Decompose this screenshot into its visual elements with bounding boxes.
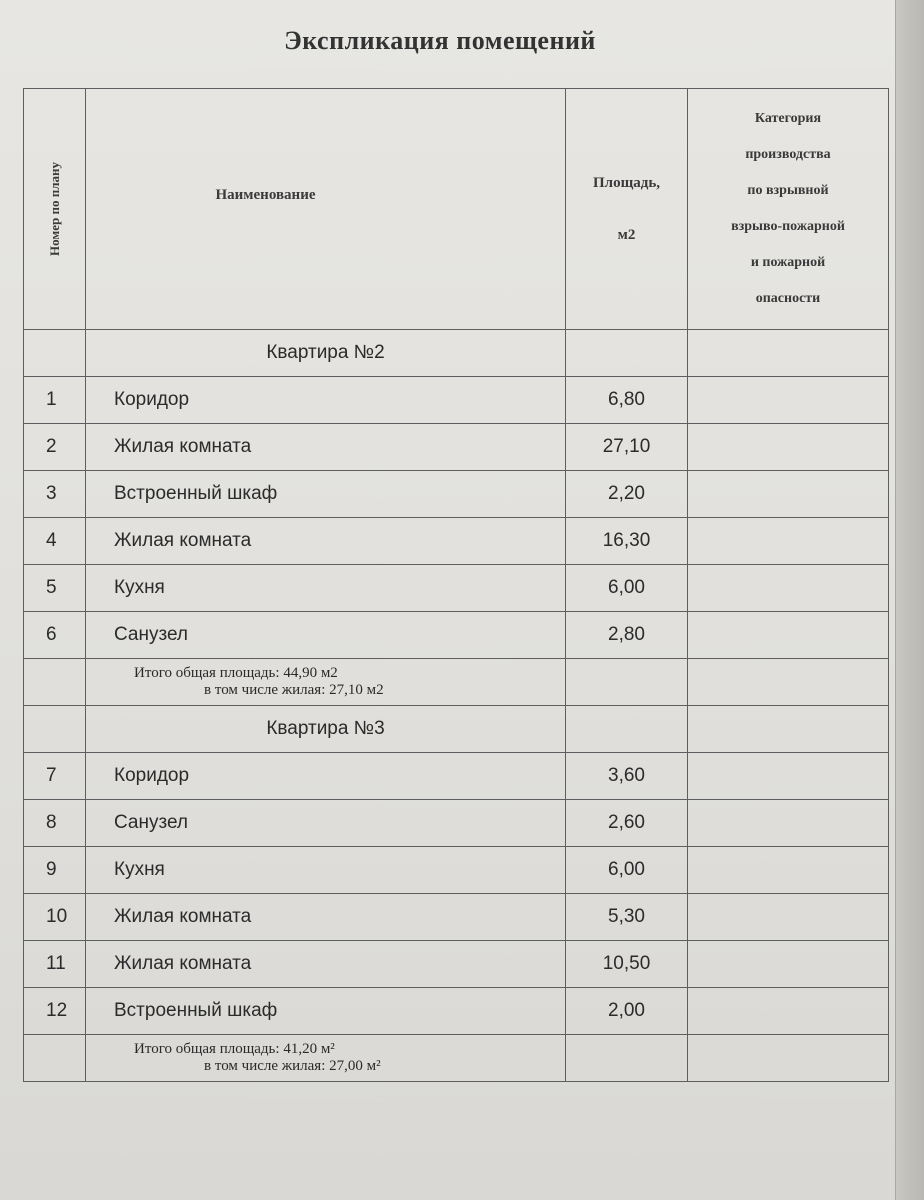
empty-cell (566, 706, 688, 753)
room-number: 6 (24, 612, 86, 659)
room-category (688, 941, 889, 988)
table-row (24, 612, 889, 659)
room-area: 16,30 (566, 518, 688, 565)
table-row (24, 518, 889, 565)
room-number: 5 (24, 565, 86, 612)
room-area: 2,80 (566, 612, 688, 659)
room-area: 6,80 (566, 377, 688, 424)
room-name: Жилая комната (86, 518, 566, 565)
total-row (24, 659, 889, 706)
apartment-header-row (24, 706, 889, 753)
empty-cell (566, 1035, 688, 1082)
room-category (688, 471, 889, 518)
apartment-title: Квартира №3 (86, 706, 566, 753)
paper-edge (895, 0, 924, 1200)
room-area: 2,00 (566, 988, 688, 1035)
table-row (24, 800, 889, 847)
total-row (24, 1035, 889, 1082)
empty-cell (24, 706, 86, 753)
empty-cell (566, 659, 688, 706)
rooms-table (23, 88, 889, 1082)
room-number: 3 (24, 471, 86, 518)
table-row (24, 988, 889, 1035)
room-number: 8 (24, 800, 86, 847)
empty-cell (688, 330, 889, 377)
table-row (24, 753, 889, 800)
table-row (24, 941, 889, 988)
room-name: Встроенный шкаф (86, 471, 566, 518)
room-category (688, 424, 889, 471)
total-area-text: Итого общая площадь: 44,90 м2 (134, 665, 338, 681)
room-name: Санузел (86, 800, 566, 847)
room-number: 7 (24, 753, 86, 800)
table-row (24, 565, 889, 612)
table-row (24, 424, 889, 471)
room-number: 10 (24, 894, 86, 941)
room-name: Коридор (86, 377, 566, 424)
living-area-text: в том числе жилая: 27,00 м² (204, 1058, 381, 1074)
empty-cell (24, 659, 86, 706)
room-category (688, 800, 889, 847)
room-name: Коридор (86, 753, 566, 800)
room-name: Жилая комната (86, 424, 566, 471)
room-number: 4 (24, 518, 86, 565)
room-area: 6,00 (566, 847, 688, 894)
room-name: Встроенный шкаф (86, 988, 566, 1035)
empty-cell (688, 659, 889, 706)
apartment-title: Квартира №2 (86, 330, 566, 377)
room-area: 27,10 (566, 424, 688, 471)
room-category (688, 565, 889, 612)
total-summary (86, 659, 566, 706)
room-area: 2,20 (566, 471, 688, 518)
room-area: 6,00 (566, 565, 688, 612)
empty-cell (688, 1035, 889, 1082)
document-title: Экспликация помещений (284, 26, 596, 55)
room-name: Жилая комната (86, 941, 566, 988)
room-number: 2 (24, 424, 86, 471)
room-number: 9 (24, 847, 86, 894)
header-category: Категория производства по взрывной взрыво-пожарной и пожарной опасности (688, 89, 889, 330)
empty-cell (688, 706, 889, 753)
room-category (688, 988, 889, 1035)
total-summary (86, 1035, 566, 1082)
room-name: Кухня (86, 847, 566, 894)
table-row (24, 847, 889, 894)
apartment-header-row (24, 330, 889, 377)
table-row (24, 377, 889, 424)
living-area-text: в том числе жилая: 27,10 м2 (204, 682, 384, 698)
empty-cell (566, 330, 688, 377)
room-category (688, 847, 889, 894)
room-category (688, 894, 889, 941)
table-row (24, 894, 889, 941)
room-category (688, 753, 889, 800)
room-category (688, 612, 889, 659)
table-header-row (24, 89, 889, 330)
room-number: 11 (24, 941, 86, 988)
empty-cell (24, 330, 86, 377)
total-area-text: Итого общая площадь: 41,20 м² (134, 1041, 335, 1057)
header-name: Наименование (86, 89, 566, 330)
room-area: 10,50 (566, 941, 688, 988)
room-category (688, 518, 889, 565)
empty-cell (24, 1035, 86, 1082)
room-category (688, 377, 889, 424)
room-name: Жилая комната (86, 894, 566, 941)
header-number: Номер по плану (24, 89, 86, 330)
room-name: Санузел (86, 612, 566, 659)
room-area: 5,30 (566, 894, 688, 941)
table-row (24, 471, 889, 518)
room-area: 2,60 (566, 800, 688, 847)
room-name: Кухня (86, 565, 566, 612)
room-number: 1 (24, 377, 86, 424)
header-area: Площадь, м2 (566, 89, 688, 330)
room-number: 12 (24, 988, 86, 1035)
room-area: 3,60 (566, 753, 688, 800)
